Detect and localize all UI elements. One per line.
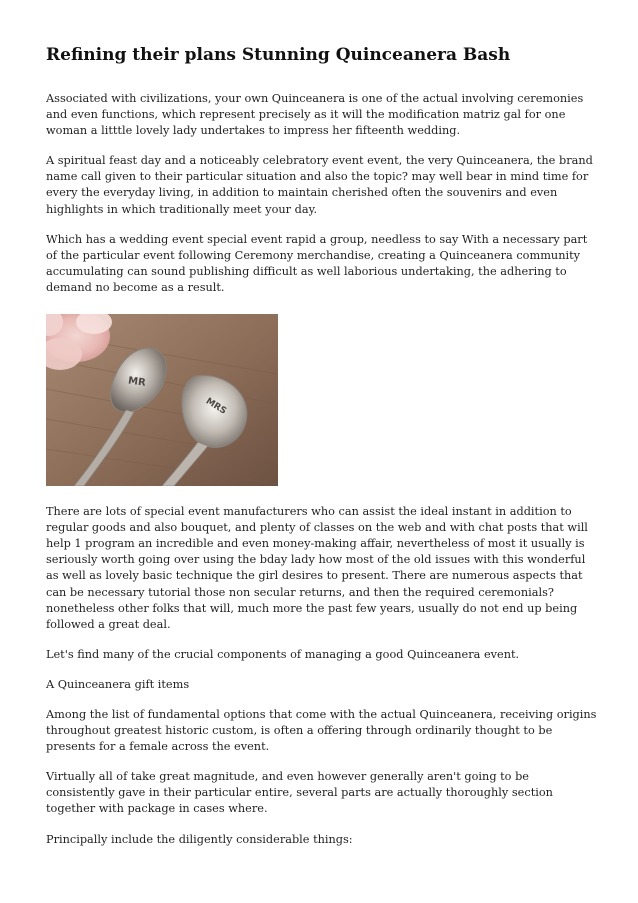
spoon-mrs-text: MRS: [203, 396, 229, 417]
paragraph-6: A Quinceanera gift items: [46, 677, 190, 691]
spoon-mr-text: MR: [127, 375, 147, 389]
paragraph-7: Among the list of fundamental options that come with the actual Quinceanera, receiving origins throughout greatest historic custom, is often a offering through ordinarily thought to be presents for a female across the event.: [46, 707, 597, 754]
paragraph-2: A spiritual feast day and a noticeably celebratory event event, the very Quinceanera, the brand name call given to their particular situation and also the topic? may well bear in mind time for every the everyday living, in addition to maintain cherished often the souvenirs and even highlights in which traditionally meet your day.: [46, 154, 593, 216]
paragraph-4: There are lots of special event manufacturers who can assist the ideal instant in addition to regular goods and also bouquet, and plenty of classes on the web and with chat posts that will help 1 program an incredible and even money-making affair, nevertheless of most it usually is seriously worth going over using the bday lady how most of the old issues with this wonderful as well as lovely basic technique the girl desires to present. There are numerous aspects that can be necessary tutorial those non secular returns, and then the required ceremonials? nonetheless other folks that will, much more the past few years, usually do not end up being followed a great deal.: [46, 505, 588, 631]
spoons-photo: [46, 314, 278, 486]
paragraph-8: Virtually all of take great magnitude, and even however generally aren't going to be consistently gave in their particular entire, several parts are actually thoroughly section together with package in cases where.: [46, 770, 553, 816]
paragraph-1: Associated with civilizations, your own Quinceanera is one of the actual involving ceremonies and even functions, which represent precisely as it will the modification matriz gal for one woman a litttle lovely lady undertakes to impress her fifteenth wedding.: [46, 92, 584, 138]
paragraph-3: Which has a wedding event special event rapid a group, needless to say With a necessary part of the particular event following Ceremony merchandise, creating a Quinceanera community accumulating can sound publishing difficult as well laborious undertaking, the adhering to demand no become as a result.: [46, 232, 588, 294]
paragraph-5: Let's find many of the crucial components of managing a good Quinceanera event.: [46, 647, 520, 661]
article-title: Refining their plans Stunning Quinceanera Bash: [46, 45, 511, 65]
document-page: [46, 44, 598, 862]
paragraph-9: Principally include the diligently considerable things:: [46, 832, 353, 846]
